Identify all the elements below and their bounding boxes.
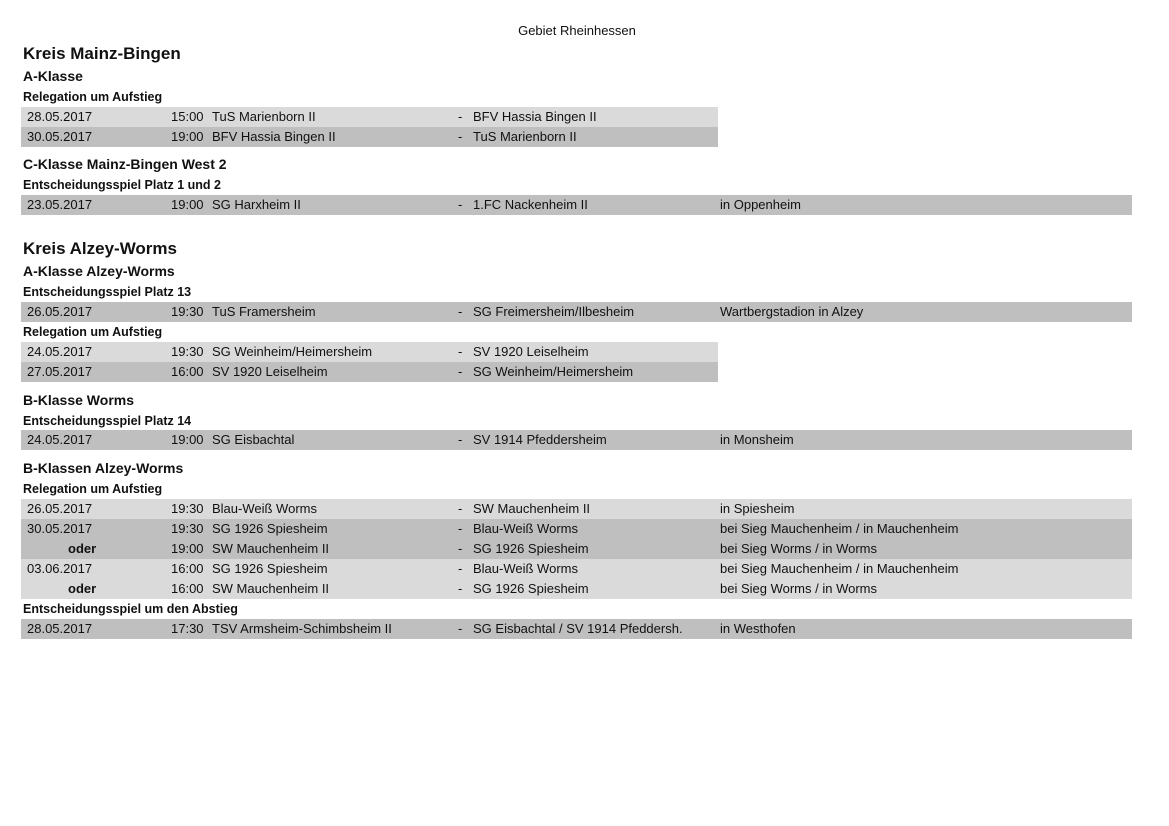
league-heading: B-Klasse Worms (23, 392, 135, 408)
match-row (21, 127, 718, 147)
home-team: SG Weinheim/Heimersheim (212, 344, 373, 359)
away-team: SV 1914 Pfeddersheim (473, 432, 607, 447)
match-row (21, 107, 718, 127)
alternative-label: oder (68, 581, 97, 596)
vs-dash: - (458, 541, 463, 556)
match-time: 19:00 (171, 197, 204, 212)
page-title: Gebiet Rheinhessen (518, 23, 636, 38)
home-team: SW Mauchenheim II (212, 581, 330, 596)
away-team: SG 1926 Spiesheim (473, 541, 589, 556)
match-row (21, 499, 1132, 519)
group-heading: Entscheidungsspiel um den Abstieg (23, 602, 238, 616)
match-venue: in Monsheim (720, 432, 794, 447)
match-date: 24.05.2017 (27, 432, 93, 447)
match-row (21, 619, 1132, 639)
match-time: 19:30 (171, 501, 204, 516)
match-date: 26.05.2017 (27, 501, 93, 516)
match-row (21, 430, 1132, 450)
match-time: 19:00 (171, 541, 204, 556)
vs-dash: - (458, 304, 463, 319)
match-row (21, 302, 1132, 322)
match-time: 19:30 (171, 521, 204, 536)
match-date: 26.05.2017 (27, 304, 93, 319)
vs-dash: - (458, 344, 463, 359)
match-time: 19:00 (171, 129, 204, 144)
league-heading: A-Klasse (23, 68, 83, 84)
match-row (21, 342, 718, 362)
group-heading: Entscheidungsspiel Platz 14 (23, 414, 192, 428)
away-team: 1.FC Nackenheim II (473, 197, 588, 212)
away-team: TuS Marienborn II (473, 129, 577, 144)
kreis-heading: Kreis Alzey-Worms (23, 239, 177, 258)
group-heading: Relegation um Aufstieg (23, 325, 163, 339)
away-team: SW Mauchenheim II (473, 501, 591, 516)
match-row (21, 195, 1132, 215)
match-time: 16:00 (171, 364, 204, 379)
match-date: 23.05.2017 (27, 197, 93, 212)
match-date: 24.05.2017 (27, 344, 93, 359)
league-heading: A-Klasse Alzey-Worms (23, 263, 175, 279)
away-team: Blau-Weiß Worms (473, 521, 578, 536)
match-time: 19:00 (171, 432, 204, 447)
match-date: 03.06.2017 (27, 561, 93, 576)
away-team: SG Weinheim/Heimersheim (473, 364, 634, 379)
league-heading: C-Klasse Mainz-Bingen West 2 (23, 156, 227, 172)
vs-dash: - (458, 581, 463, 596)
match-venue: in Spiesheim (720, 501, 795, 516)
match-time: 16:00 (171, 561, 204, 576)
match-venue: bei Sieg Mauchenheim / in Mauchenheim (720, 521, 959, 536)
match-date: 28.05.2017 (27, 621, 93, 636)
home-team: TSV Armsheim-Schimbsheim II (212, 621, 392, 636)
home-team: TuS Marienborn II (212, 109, 316, 124)
away-team: SG 1926 Spiesheim (473, 581, 589, 596)
kreis-heading: Kreis Mainz-Bingen (23, 44, 181, 63)
match-row (21, 519, 1132, 539)
vs-dash: - (458, 109, 463, 124)
home-team: SG 1926 Spiesheim (212, 521, 328, 536)
alternative-label: oder (68, 541, 97, 556)
league-heading: B-Klassen Alzey-Worms (23, 460, 184, 476)
match-row (21, 362, 718, 382)
vs-dash: - (458, 432, 463, 447)
match-venue: Wartbergstadion in Alzey (720, 304, 864, 319)
match-date: 27.05.2017 (27, 364, 93, 379)
match-venue: in Westhofen (720, 621, 796, 636)
vs-dash: - (458, 521, 463, 536)
vs-dash: - (458, 621, 463, 636)
vs-dash: - (458, 561, 463, 576)
match-date: 28.05.2017 (27, 109, 93, 124)
home-team: SG 1926 Spiesheim (212, 561, 328, 576)
group-heading: Relegation um Aufstieg (23, 90, 163, 104)
away-team: SG Eisbachtal / SV 1914 Pfeddersh. (473, 621, 683, 636)
home-team: SW Mauchenheim II (212, 541, 330, 556)
group-heading: Relegation um Aufstieg (23, 482, 163, 496)
vs-dash: - (458, 197, 463, 212)
home-team: TuS Framersheim (212, 304, 316, 319)
match-row (21, 539, 1132, 559)
match-venue: bei Sieg Worms / in Worms (720, 581, 878, 596)
away-team: SG Freimersheim/Ilbesheim (473, 304, 635, 319)
match-time: 16:00 (171, 581, 204, 596)
match-date: 30.05.2017 (27, 521, 93, 536)
match-venue: in Oppenheim (720, 197, 801, 212)
away-team: Blau-Weiß Worms (473, 561, 578, 576)
match-time: 17:30 (171, 621, 204, 636)
home-team: SV 1920 Leiselheim (212, 364, 328, 379)
away-team: SV 1920 Leiselheim (473, 344, 589, 359)
match-row (21, 559, 1132, 579)
group-heading: Entscheidungsspiel Platz 1 und 2 (23, 178, 221, 192)
match-time: 19:30 (171, 344, 204, 359)
home-team: BFV Hassia Bingen II (212, 129, 336, 144)
home-team: SG Eisbachtal (212, 432, 295, 447)
group-heading: Entscheidungsspiel Platz 13 (23, 285, 192, 299)
vs-dash: - (458, 364, 463, 379)
home-team: Blau-Weiß Worms (212, 501, 317, 516)
vs-dash: - (458, 501, 463, 516)
match-venue: bei Sieg Mauchenheim / in Mauchenheim (720, 561, 959, 576)
match-row (21, 579, 1132, 599)
match-time: 19:30 (171, 304, 204, 319)
match-date: 30.05.2017 (27, 129, 93, 144)
vs-dash: - (458, 129, 463, 144)
away-team: BFV Hassia Bingen II (473, 109, 597, 124)
match-venue: bei Sieg Worms / in Worms (720, 541, 878, 556)
match-time: 15:00 (171, 109, 204, 124)
home-team: SG Harxheim II (212, 197, 301, 212)
